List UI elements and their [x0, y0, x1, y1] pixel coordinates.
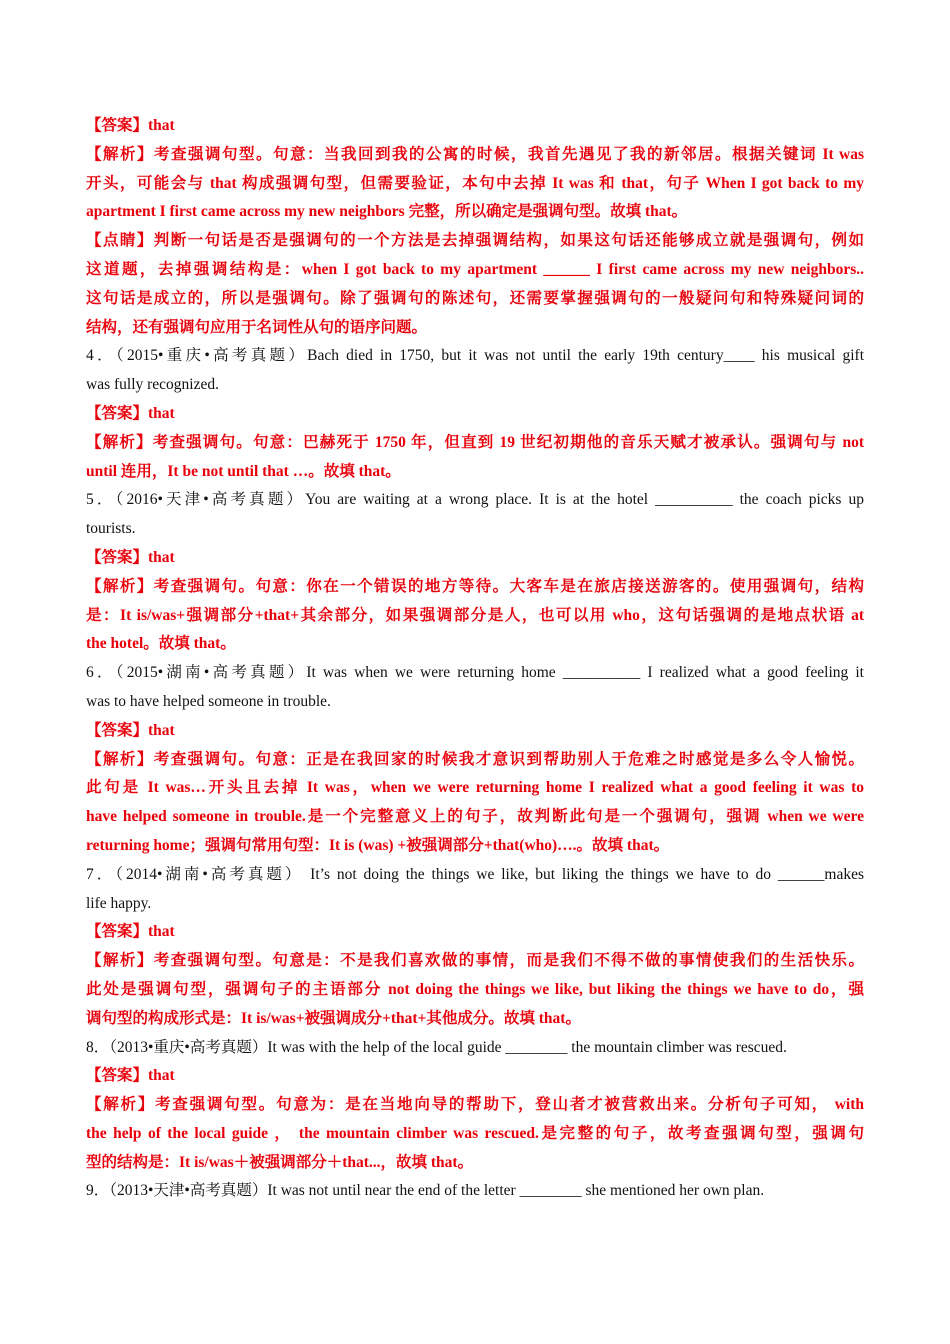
answer-line: 【答案】that: [86, 923, 175, 941]
question-paragraph: [86, 486, 864, 544]
question-paragraph: [86, 1177, 864, 1206]
question-line: 6．（2015•湖南•高考真题）It was when we were returning home __________ I realized what a good feeling it: [86, 664, 864, 682]
analysis-line: 【解析】考查强调句型。句意：当我回到我的公寓的时候，我首先遇见了我的新邻居。根据关键词 It was: [86, 145, 864, 163]
answer-line: 【答案】that: [86, 548, 175, 566]
question-paragraph: [86, 861, 864, 919]
analysis-paragraph: [86, 429, 864, 487]
analysis-line: 【解析】考查强调句。句意：巴赫死于 1750 年，但直到 19 世纪初期他的音乐天赋才被承认。强调句与 not: [86, 433, 864, 451]
analysis-line: the hotel。故填 that。: [86, 635, 236, 653]
tip-line: 结构，还有强调句应用于名词性从句的语序问题。: [86, 318, 428, 336]
question-line: life happy.: [86, 894, 152, 912]
tip-line: 【点睛】判断一句话是否是强调句的一个方法是去掉强调结构，如果这句话还能够成立就是强调句，例如: [86, 232, 864, 250]
analysis-line: 【解析】考查强调句型。句意为：是在当地向导的帮助下，登山者才被营救出来。分析句子可知， with: [86, 1096, 864, 1114]
question-line: 5．（2016•天津•高考真题）You are waiting at a wrong place. It is at the hotel __________ the coach picks up: [86, 491, 864, 509]
question-paragraph: [86, 1034, 864, 1063]
answer-line: 【答案】that: [86, 1067, 175, 1085]
analysis-line: apartment I first came across my new neighbors 完整，所以确定是强调句型。故填 that。: [86, 203, 688, 221]
analysis-paragraph: [86, 1091, 864, 1177]
analysis-line: 【解析】考查强调句。句意：你在一个错误的地方等待。大客车是在旅店接送游客的。使用强调句，结构: [86, 577, 864, 595]
tip-line: 这句话是成立的，所以是强调句。除了强调句的陈述句，还需要掌握强调句的一般疑问句和特殊疑问词的: [86, 289, 864, 307]
analysis-paragraph: [86, 141, 864, 227]
analysis-paragraph: [86, 573, 864, 659]
analysis-line: 型的结构是：It is/was＋被强调部分＋that...，故填 that。: [86, 1153, 474, 1171]
answer-paragraph: [86, 918, 864, 947]
analysis-line: 【解析】考查强调句。句意：正是在我回家的时候我才意识到帮助别人于危难之时感觉是多么令人愉悦。: [86, 750, 864, 768]
answer-paragraph: [86, 400, 864, 429]
answer-paragraph: [86, 112, 864, 141]
document-page: [86, 112, 864, 1206]
document-content: [86, 112, 864, 1206]
question-paragraph: [86, 659, 864, 717]
question-line: 7．（2014•湖南•高考真题） It’s not doing the things we like, but liking the things we have to do ______makes: [86, 865, 864, 883]
answer-line: 【答案】that: [86, 721, 175, 739]
analysis-line: 是：It is/was+强调部分+that+其余部分，如果强调部分是人，也可以用 who，这句话强调的是地点状语 at: [86, 606, 864, 624]
analysis-line: 此处是强调句型，强调句子的主语部分 not doing the things we like, but liking the things we have to do，强: [86, 980, 864, 998]
question-line: was fully recognized.: [86, 376, 219, 394]
analysis-line: 调句型的构成形式是：It is/was+被强调成分+that+其他成分。故填 that。: [86, 1009, 581, 1027]
analysis-line: 此句是 It was…开头且去掉 It was，when we were returning home I realized what a good feeling it was to: [86, 779, 864, 797]
answer-line: 【答案】that: [86, 404, 175, 422]
answer-paragraph: [86, 1062, 864, 1091]
question-line: 8．（2013•重庆•高考真题）It was with the help of the local guide ________ the mountain climber was rescued.: [86, 1038, 787, 1056]
tip-line: 这道题，去掉强调结构是：when I got back to my apartment ______ I first came across my new neighbors..: [86, 260, 864, 278]
analysis-line: 开头，可能会与 that 构成强调句型，但需要验证，本句中去掉 It was 和 that，句子 When I got back to my: [86, 174, 864, 192]
answer-paragraph: [86, 717, 864, 746]
analysis-paragraph: [86, 746, 864, 861]
question-line: tourists.: [86, 520, 136, 538]
question-line: was to have helped someone in trouble.: [86, 692, 331, 710]
analysis-paragraph: [86, 947, 864, 1033]
answer-paragraph: [86, 544, 864, 573]
analysis-line: returning home；强调句常用句型：It is (was) +被强调部分+that(who)….。故填 that。: [86, 836, 670, 854]
question-line: 4．（2015•重庆•高考真题）Bach died in 1750, but it was not until the early 19th century____ his musical gift: [86, 347, 864, 365]
analysis-line: the help of the local guide ， the mountain climber was rescued.是完整的句子，故考查强调句型，强调句: [86, 1124, 864, 1142]
answer-line: 【答案】that: [86, 117, 175, 134]
tip-paragraph: [86, 227, 864, 342]
question-paragraph: [86, 342, 864, 400]
analysis-line: 【解析】考查强调句型。句意是：不是我们喜欢做的事情，而是我们不得不做的事情使我们的生活快乐。: [86, 952, 864, 970]
question-line: 9．（2013•天津•高考真题）It was not until near the end of the letter ________ she mentioned her own plan.: [86, 1182, 765, 1200]
analysis-line: have helped someone in trouble.是一个完整意义上的句子，故判断此句是一个强调句，强调 when we were: [86, 808, 864, 826]
analysis-line: until 连用，It be not until that …。故填 that。: [86, 462, 401, 480]
